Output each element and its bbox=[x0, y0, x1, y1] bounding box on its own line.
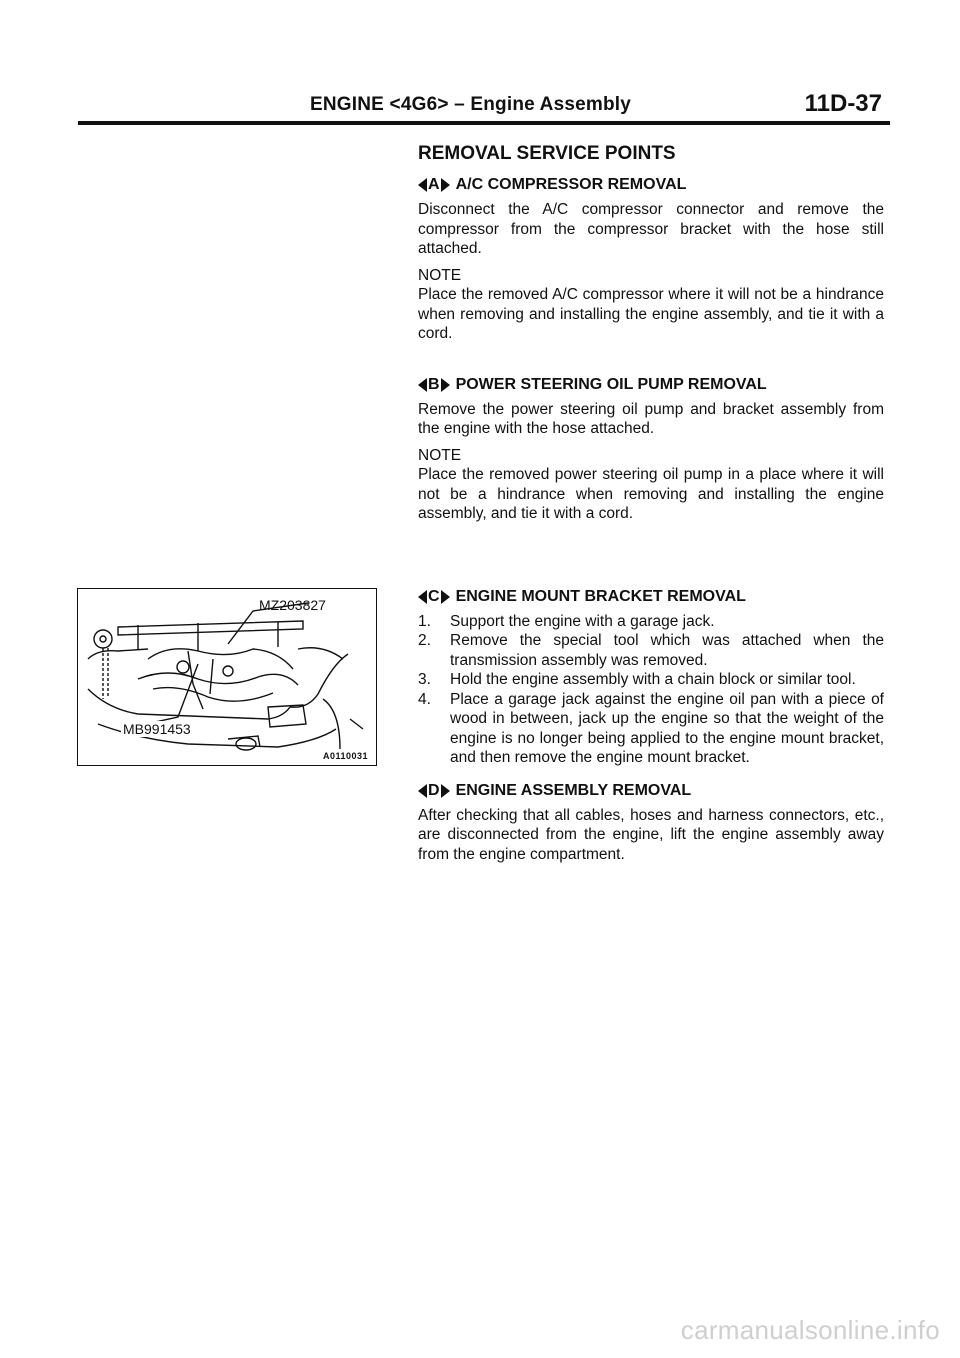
heading-text: POWER STEERING OIL PUMP REMOVAL bbox=[455, 375, 767, 393]
service-point-marker bbox=[418, 376, 450, 394]
figure-code: A0110031 bbox=[322, 751, 368, 761]
block-b bbox=[418, 376, 884, 524]
block-a-body: Disconnect the A/C compressor connector and remove the compressor from the compressor bracket with the hose still attached. bbox=[418, 201, 884, 257]
block-b-note: Place the removed power steering oil pump in a place where it will not be a hindrance when removing and installing the engine assembly, and tie it with a cord. bbox=[418, 466, 884, 522]
marker-letter: C bbox=[428, 587, 440, 605]
marker-letter: B bbox=[428, 375, 440, 393]
list-item bbox=[418, 612, 884, 632]
block-c bbox=[418, 588, 884, 768]
page-number: 11D-37 bbox=[804, 90, 882, 117]
heading-text: ENGINE ASSEMBLY REMOVAL bbox=[455, 781, 692, 799]
block-a-note: Place the removed A/C compressor where it will not be a hindrance when removing and installing the engine assembly, and tie it with a cord. bbox=[418, 286, 884, 342]
heading-text: A/C COMPRESSOR REMOVAL bbox=[455, 176, 687, 193]
note-label: NOTE bbox=[418, 446, 462, 464]
service-point-marker bbox=[418, 782, 450, 800]
service-point-marker bbox=[418, 176, 450, 194]
triangle-left-icon bbox=[418, 178, 427, 192]
triangle-right-icon bbox=[441, 784, 450, 798]
figure-label-tool-left: MB991453 bbox=[123, 721, 191, 737]
steps-list bbox=[418, 612, 884, 768]
list-item bbox=[418, 670, 884, 690]
triangle-left-icon bbox=[418, 590, 427, 604]
step-number: 3. bbox=[418, 671, 431, 688]
step-number: 2. bbox=[418, 632, 431, 649]
step-text: Remove the special tool which was attached when the transmission assembly was removed. bbox=[450, 632, 884, 669]
block-b-heading bbox=[418, 376, 884, 394]
content-column bbox=[418, 143, 884, 871]
block-a bbox=[418, 176, 884, 344]
note-label: NOTE bbox=[418, 266, 462, 284]
triangle-right-icon bbox=[441, 378, 450, 392]
list-item bbox=[418, 631, 884, 670]
block-d-heading bbox=[418, 782, 884, 800]
engine-illustration bbox=[78, 589, 376, 765]
engine-lifting-figure bbox=[77, 588, 377, 766]
watermark: carmanualsonline.info bbox=[680, 1315, 940, 1345]
section-title: REMOVAL SERVICE POINTS bbox=[418, 143, 676, 164]
block-d bbox=[418, 782, 884, 865]
figure-label-tool-top: MZ203827 bbox=[259, 597, 326, 613]
block-a-heading bbox=[418, 176, 884, 194]
triangle-right-icon bbox=[441, 178, 450, 192]
service-point-marker bbox=[418, 588, 450, 606]
marker-letter: A bbox=[428, 176, 440, 193]
step-number: 1. bbox=[418, 612, 431, 630]
header-rule bbox=[78, 121, 890, 125]
step-text: Support the engine with a garage jack. bbox=[450, 612, 715, 630]
step-text: Hold the engine assembly with a chain block or similar tool. bbox=[450, 671, 856, 688]
triangle-right-icon bbox=[441, 590, 450, 604]
step-number: 4. bbox=[418, 690, 431, 708]
block-d-body: After checking that all cables, hoses and harness connectors, etc., are disconnected from the engine, lift the engine assembly away from the engine compartment. bbox=[418, 806, 884, 863]
triangle-left-icon bbox=[418, 378, 427, 392]
triangle-left-icon bbox=[418, 784, 427, 798]
page-header-title: ENGINE <4G6> – Engine Assembly bbox=[310, 94, 632, 115]
block-c-heading bbox=[418, 588, 884, 606]
list-item bbox=[418, 690, 884, 768]
marker-letter: D bbox=[428, 781, 440, 799]
block-b-body: Remove the power steering oil pump and bracket assembly from the engine with the hose attached. bbox=[418, 400, 884, 437]
step-text: Place a garage jack against the engine oil pan with a piece of wood in between, jack up the engine so that the weight of the engine is no longer being applied to the engine mount bracket, and then remove the engine mount bracket. bbox=[450, 690, 884, 766]
heading-text: ENGINE MOUNT BRACKET REMOVAL bbox=[455, 587, 746, 605]
